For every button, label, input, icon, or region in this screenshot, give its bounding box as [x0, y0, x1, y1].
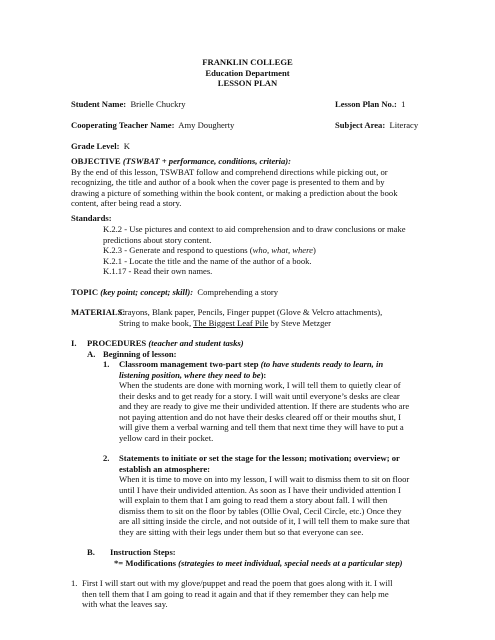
topic-hint: (key point; concept; skill): — [100, 287, 194, 297]
grade-level-label: Grade Level: — [71, 141, 120, 151]
subject-area-value: Literacy — [389, 120, 419, 130]
step-1-heading — [119, 359, 383, 369]
section-b-label: B. — [87, 547, 95, 557]
step-1-number: 1. — [103, 359, 110, 369]
cooperating-teacher-value: Amy Dougherty — [178, 120, 235, 130]
cooperating-teacher-label: Cooperating Teacher Name: — [71, 120, 175, 130]
objective-label: OBJECTIVE — [71, 156, 121, 166]
objective-heading — [71, 156, 291, 166]
modifications-label: *= Modifications — [114, 557, 176, 568]
student-name-label: Student Name: — [71, 99, 127, 109]
procedures-label: PROCEDURES — [87, 338, 147, 348]
step-2-number: 2. — [103, 453, 110, 463]
section-b-title: Instruction Steps: — [110, 547, 176, 557]
objective-line: recognizing, the title and author of a book when the cover page is presented to them and by — [71, 177, 385, 187]
materials-label: MATERIALS: — [71, 307, 126, 317]
step-2-line: will explain to them that I am going to read them a story about fall. I will then — [119, 495, 388, 505]
procedures-hint: (teacher and student tasks) — [148, 338, 244, 348]
step-1-line: When the students are done with morning work, I will tell them to quietly clear of — [119, 380, 401, 390]
topic-value: Comprehending a story — [197, 287, 279, 297]
standard-item: K.1.17 - Read their own names. — [103, 266, 213, 276]
cooperating-teacher-row — [71, 120, 234, 130]
step-1-line: yellow card in their pocket. — [119, 432, 214, 443]
procedures-number: I. — [71, 338, 77, 348]
step-1-hint-text: listening position, where they need to be — [119, 369, 261, 380]
objective-line: content, after being read a story. — [71, 198, 182, 208]
section-a-title: Beginning of lesson: — [103, 348, 177, 359]
materials-text: String to make book, — [119, 317, 194, 328]
step-2-line: dismiss them to sit on the floor by tables (Ollie Oval, Cecil Circle, etc.) Once they — [119, 505, 402, 516]
step-1-line: and they are ready to give me their undivided attention. If there are students who are — [119, 401, 410, 411]
objective-line: drawing a picture of something within the book content, or making a prediction about the book — [71, 187, 398, 198]
student-name-row — [71, 99, 186, 109]
subject-area-row — [335, 120, 418, 130]
step-1-title: Classroom management two-part step — [119, 359, 259, 369]
topic-label: TOPIC — [71, 287, 99, 297]
instruction-1-line: then tell them that I am going to read it again and that if they remember they can help me — [82, 588, 389, 599]
instruction-1-line: First I will start out with my glove/puppet and read the poem that goes along with it. I will — [82, 578, 393, 588]
instruction-1-line: with what the leaves say. — [82, 599, 168, 609]
standard-text: K.2.3 - Generate and respond to questions ( — [103, 245, 253, 255]
standard-item: K.2.1 - Locate the title and the name of the author of a book. — [103, 255, 312, 266]
instruction-1-number: 1. — [71, 578, 78, 588]
materials-line: Crayons, Blank paper, Pencils, Finger puppet (Glove & Velcro attachments), — [119, 307, 383, 317]
student-name-value: Brielle Chuckry — [130, 99, 186, 109]
materials-line — [119, 318, 331, 328]
grade-level-row — [71, 141, 130, 151]
college-name: FRANKLIN COLLEGE — [202, 57, 293, 67]
subject-area-label: Subject Area: — [335, 120, 386, 130]
step-2-line: until I have their undivided attention. As soon as I have their undivided attention I — [119, 484, 401, 495]
lesson-plan-number-value: 1 — [401, 99, 406, 109]
modifications-hint: (strategies to meet individual, special needs at a particular step) — [178, 557, 403, 568]
standard-item-continued: predictions about story content. — [103, 234, 212, 245]
section-a-label: A. — [87, 348, 96, 359]
step-1-hint: (to have students ready to learn, in — [260, 359, 384, 369]
objective-line: By the end of this lesson, TSWBAT follow and comprehend directions while picking out, or — [71, 166, 388, 177]
procedures-heading — [87, 338, 244, 348]
step-2-line: When it is time to move on into my lesson, I will wait to dismiss them to sit on floor — [119, 474, 410, 484]
topic-row — [71, 287, 278, 297]
department-name: Education Department — [205, 67, 290, 78]
grade-level-value: K — [123, 141, 130, 151]
step-1-line: not paying attention and do not have their desks cleared off or their mouths shut, I — [119, 411, 401, 422]
book-title: The Biggest Leaf Pile — [193, 317, 269, 328]
standard-item — [103, 245, 316, 255]
standards-heading: Standards: — [71, 213, 112, 223]
step-2-line: they are sitting with their legs under them but so that everyone can see. — [119, 526, 364, 537]
lesson-plan-number-label: Lesson Plan No.: — [335, 99, 397, 109]
step-2-title-continued: establish an atmosphere: — [119, 463, 211, 474]
standard-questions: who, what, where — [252, 245, 313, 255]
step-1-hint-continued — [119, 370, 266, 380]
lesson-plan-number-row — [335, 99, 405, 109]
objective-hint: (TSWBAT + performance, conditions, criteria): — [122, 156, 292, 166]
modifications-row — [114, 558, 403, 568]
step-1-line: will give them a verbal warning and tell them that next time they will have to put a — [119, 422, 404, 432]
step-2-title: Statements to initiate or set the stage for the lesson; motivation; overview; or — [119, 453, 400, 463]
materials-author: by Steve Metzger — [268, 317, 332, 328]
step-2-line: are all sitting inside the circle, and not outside of it, I will tell them to make sure that — [119, 516, 410, 526]
standard-item: K.2.2 - Use pictures and context to aid comprehension and to draw conclusions or make — [103, 224, 406, 234]
standard-text-end: ) — [312, 245, 316, 255]
step-1-hint-end: ): — [260, 369, 267, 380]
step-1-line: their desks and to get ready for a story. I will wait until everyone’s desks are clear — [119, 390, 400, 401]
document-title: LESSON PLAN — [217, 78, 278, 88]
